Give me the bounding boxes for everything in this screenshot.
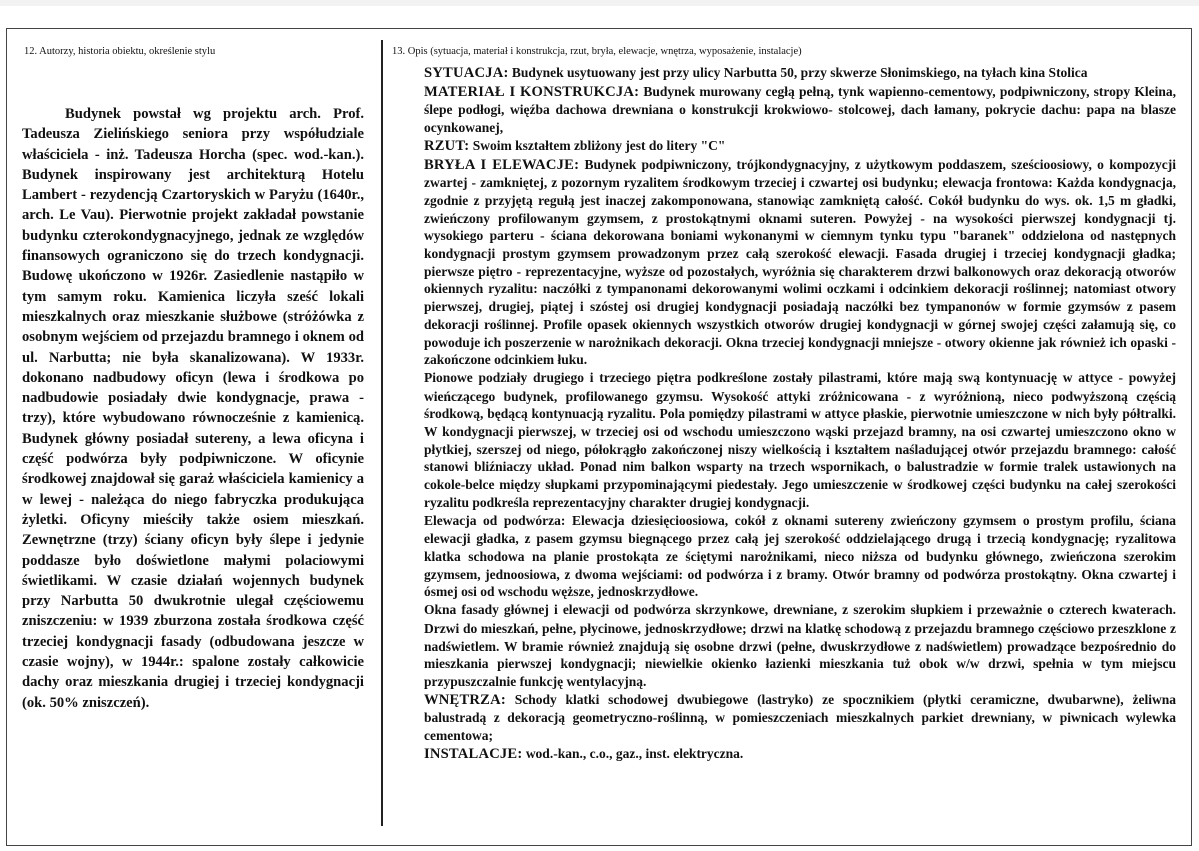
section-text: Budynek usytuowany jest przy ulicy Narbutta 50, przy skwerze Słonimskiego, na tyłach kina Stolica <box>508 65 1088 80</box>
section-text: Okna fasady głównej i elewacji od podwórza skrzynkowe, drewniane, z szerokim słupkiem i przeważnie o czterech kwaterach. Drzwi do mieszkań, pełne, płycinowe, jednoskrzydłowe; drzwi na klatkę schodową z przejazdu bramnego częściowo przeszklone z nadświetlem. W bramie również znajdują się osobne drzwi (pełne, dwuskrzydłowe z nadświetlem) prowadzące bezpośrednio do mieszkania pierwszej kondygnacji; niewielkie okienko łazienki mieszkania tuż obok w/w drzwi, spełnia w tym miejscu przypuszczalnie funkcję wentylacyjną. <box>424 602 1176 689</box>
section-label: SYTUACJA: <box>424 65 509 81</box>
description-column <box>424 64 1176 763</box>
history-column <box>22 104 364 713</box>
section-text: Elewacja od podwórza: Elewacja dziesięcioosiowa, cokół z oknami sutereny zwieńczony gzymsem o prostym profilu, ściana elewacji gładka, z pasem gzymsu biegnącego przez całą jej szerokość oddzielającego drugą i trzecią kondygnację; ryzalitowa klatka schodowa na planie prostokąta ze ściętymi narożnikami, nieco niższa od budynku głównego, zwieńczona szerokim gzymsem, jednoosiowa, z dwoma wejściami: od podwórza i z bramy. Otwór bramny od podwórza prostokątny. Okna czwartej i ósmej osi od wschodu węższe, jednoskrzydłowe. <box>424 512 1176 600</box>
section-text: Swoim kształtem zbliżony jest do litery "C" <box>469 137 726 153</box>
section-massing <box>424 156 1176 369</box>
section-courtyard-elevation <box>424 512 1176 602</box>
section-text: Pionowe podziały drugiego i trzeciego piętra podkreślone zostały pilastrami, które mają swą kontynuację w attyce - powyżej wieńczącego budynek, profilowanego gzymsu. Wysokość attyki zróżnicowana - z wyróżnioną, nieco podwyższoną częścią środkową, będącą kontynuacją ryzalitu. Pola pomiędzy pilastrami w attyce płaskie, pierwotnie umieszczone w nich były półtralki. W kondygnacji pierwszej, w trzeciej osi od wschodu umieszczono wąski przejazd bramny, na osi czwartej umieszczono okno w płytkiej, szerszej od niego, półokrągło zakończonej niszy wielkością i kształtem naśladującej otwór przejazdu bramnego: całość stanowi bliźniaczy układ. Ponad nim balkon wsparty na trzech wspornikach, o balustradzie w formie tralek ustawionych na cokole-belce między słupkami przypominającymi piedestały. Jego umieszczenie w środkowej części budynku na całej szerokości ryzalitu podkreśla reprezentacyjny charakter drugiej kondygnacji. <box>424 369 1176 510</box>
column-divider <box>381 40 383 826</box>
section-vertical-divisions <box>424 369 1176 512</box>
section-label: INSTALACJE: <box>424 745 523 762</box>
section-label: RZUT: <box>424 137 470 154</box>
section-label: MATERIAŁ I KONSTRUKCJA: <box>424 83 640 100</box>
section-plan <box>424 137 1176 156</box>
section-text: Budynek podpiwniczony, trójkondygnacyjny, z użytkowym poddaszem, sześcioosiowy, o kompozycji zwartej - zamkniętej, z pozornym ryzalitem środkowym trzeciej i czwartej osi budynku; elewacja frontowa: Każda kondygnacja, zgodnie z przyjętą regułą jest inaczej zakomponowana, stanowiąc zamkniętą całość. Cokół budynku do wys. ok. 1,5 m gładki, zwieńczony profilowanym gzymsem, z prostokątnymi oknami suteren. Powyżej - na wysokości pierwszej kondygnacji tj. wysokiego parteru - ściana dekorowana boniami wykonanymi w ciemnym tynku typu "baranek" oddzielona od następnych kondygnacji prostym gzymsem prowadzonym przez całą szerokość elewacji. Fasada drugiej i trzeciej kondygnacji gładka; pierwsze piętro - reprezentacyjne, wyższe od pozostałych, wyróżnia się charakterem drzwi balkonowych oraz dekoracją otworów okiennych ryzalitu: naczółki z tympanonami dekorowanymi wolimi oczkami i odcinkiem dekoracji roślinnej; natomiast otwory pierwszej, drugiej, piątej i szóstej osi drugiej kondygnacji posiadają naczółki bez tympanonów w formie gzymsów z pasem dekoracji roślinnej. Profile opasek okiennych wszystkich otworów drugiej kondygnacji w górnej swojej części załamują się, co powoduje ich poszerzenie w narożnikach dekoracji. Okna trzeciej kondygnacji mniejsze - otwory okienne jak również ich opaski - zakończone odcinkiem łuku. <box>424 156 1176 368</box>
section-interiors <box>424 691 1176 745</box>
history-text: Budynek powstał wg projektu arch. Prof. Tadeusza Zielińskiego seniora przy współudziale właściciela - inż. Tadeusza Horcha (spec. wod.-kan.). Budynek inspirowany jest architekturą Hotelu Lambert - rezydencją Czartoryskich w Paryżu (1640r., arch. Le Vau). Pierwotnie projekt zakładał powstanie budynku czterokondygnacyjnego, jednak ze względów finansowych ograniczono się do trzech kondygnacji. Budowę ukończono w 1926r. Zasiedlenie nastąpiło w tym samym roku. Kamienica liczyła sześć lokali mieszkalnych oraz mieszkanie służbowe (stróżówka z osobnym wejściem od przejazdu bramnego i oknem od ul. Narbutta; nie była skanalizowana). W 1933r. dokonano nadbudowy oficyn (lewa i środkowa po nadbudowie posiadały dwie kondygnacje, prawa - trzy), które wybudowano równocześnie z kamienicą. Budynek główny posiadał sutereny, a lewa oficyna i część podwórza były podpiwniczone. W oficynie środkowej znajdował się garaż właściciela kamienicy a w lewej - należąca do niego fabryczka produkująca żyletki. Oficyny mieściły także osiem mieszkań. Zewnętrzne (trzy) ściany oficyn były ślepe i jedynie poddasze było doświetlone małymi polaciowymi świetlikami. W czasie działań wojennych budynek przy Narbutta 50 dwukrotnie ulegał częściowemu zniszczeniu: w 1939 zburzona została środkowa część trzeciej kondygnacji fasady (odbudowana jeszcze w czasie wojny), w 1944r.: spalone zostały całkowicie dachy oraz mieszkania drugiej i trzeciej kondygnacji (ok. 50% zniszczeń). <box>22 106 364 711</box>
left-header: 12. Autorzy, historia obiektu, określenie stylu <box>24 46 216 57</box>
section-text: Schody klatki schodowej dwubiegowe (lastryko) ze spocznikiem (płytki ceramiczne, dwubarwne), żeliwna balustradą z dekoracją geometryczno-roślinną, w pomieszczeniach mieszkalnych parkiet drewniany, w piwnicach wylewka cementowa; <box>424 691 1176 744</box>
section-label: BRYŁA I ELEWACJE: <box>424 156 580 173</box>
section-installations <box>424 745 1176 764</box>
section-situation <box>424 64 1176 83</box>
scan-top-strip <box>0 0 1199 6</box>
section-material <box>424 83 1176 137</box>
section-text: wod.-kan., c.o., gaz., inst. elektryczna. <box>522 745 744 761</box>
right-header: 13. Opis (sytuacja, materiał i konstrukcja, rzut, bryła, elewacje, wnętrza, wyposażenie, instalacje) <box>392 46 802 57</box>
section-label: WNĘTRZA: <box>424 691 506 708</box>
section-text: Budynek murowany cegłą pełną, tynk wapienno-cementowy, podpiwniczony, stropy Kleina, ślepe podłogi, więźba dachowa drewniana o konstrukcji krokwiowo- stolcowej, dach łamany, pokrycie dachu: papa na blasze ocynkowanej, <box>424 83 1176 136</box>
section-windows-doors <box>424 601 1176 691</box>
